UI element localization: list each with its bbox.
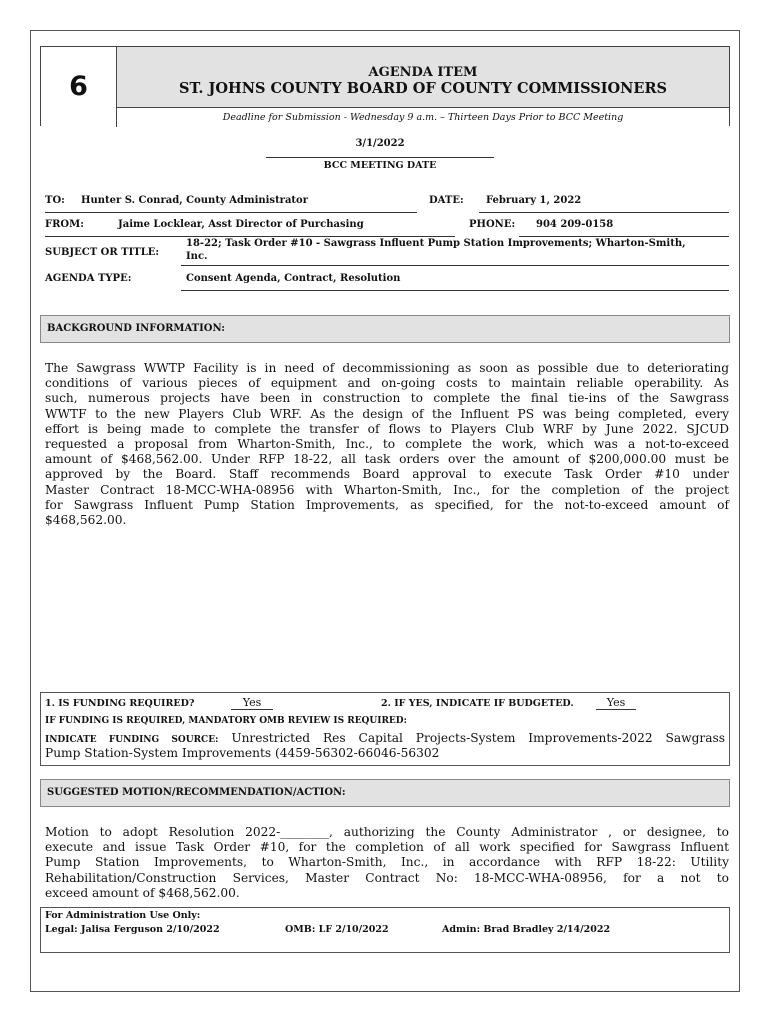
- meeting-date-line: [266, 157, 494, 158]
- background-line: conditions of various pieces of equipment and on-going costs to maintain reliable operability. As: [45, 376, 729, 391]
- funding-source-value: Unrestricted Res Capital Projects-System Improvements-2022 Sawgrass: [231, 731, 725, 745]
- to-value: Hunter S. Conrad, County Administrator: [81, 195, 308, 206]
- admin-heading: For Administration Use Only:: [45, 910, 201, 921]
- phone-label: PHONE:: [469, 219, 516, 230]
- funding-box: [40, 692, 730, 766]
- agenda-item-number: 6: [41, 47, 117, 127]
- meeting-date-label: BCC MEETING DATE: [323, 160, 437, 171]
- date-label: DATE:: [429, 195, 464, 206]
- omb-review-note: IF FUNDING IS REQUIRED, MANDATORY OMB REVIEW IS REQUIRED:: [45, 716, 407, 726]
- budgeted-label: 2. IF YES, INDICATE IF BUDGETED.: [381, 698, 574, 709]
- agenda-type-value: Consent Agenda, Contract, Resolution: [186, 273, 401, 284]
- funding-source-line-2: Pump Station-System Improvements (4459-56302-66046-56302: [45, 746, 440, 760]
- funding-source-label: INDICATE FUNDING SOURCE:: [45, 735, 219, 745]
- date-line: [479, 212, 729, 213]
- motion-line: execute and issue Task Order #10, for the completion of all work specified for Sawgrass Influent: [45, 840, 729, 855]
- legal-signoff: Legal: Jalisa Ferguson 2/10/2022: [45, 924, 220, 935]
- background-line: effort is being made to complete the transfer of flows to Players Club WRF by June 2022. SJCUD: [45, 421, 729, 436]
- date-value: February 1, 2022: [486, 195, 582, 206]
- background-line: such, numerous projects have been in construction to complete the final tie-ins of the Sawgrass: [45, 391, 729, 406]
- meeting-date: 3/1/2022: [355, 138, 405, 149]
- motion-text: [45, 825, 729, 901]
- motion-heading: SUGGESTED MOTION/RECOMMENDATION/ACTION:: [40, 779, 730, 807]
- from-label: FROM:: [45, 219, 84, 230]
- funding-required-value: Yes: [231, 696, 273, 710]
- background-line: WWTF to the new Players Club WRF. As the design of the Influent PS was being completed, every: [45, 406, 729, 421]
- background-line: Master Contract 18-MCC-WHA-08956 with Wharton-Smith, Inc., for the completion of the project: [45, 482, 729, 497]
- subject-line: [181, 265, 729, 266]
- agenda-item-page: [30, 30, 740, 992]
- motion-line: Motion to adopt Resolution 2022-________, authorizing the County Administrator , or designee, to: [45, 825, 729, 839]
- background-line: amount of $468,562.00. Under RFP 18-22, all task orders over the amount of $200,000.00 must be: [45, 452, 729, 467]
- background-heading: BACKGROUND INFORMATION:: [40, 315, 730, 343]
- agenda-item-heading: AGENDA ITEM: [368, 65, 478, 80]
- phone-value: 904 209-0158: [536, 219, 614, 230]
- subject-line-1: 18-22; Task Order #10 - Sawgrass Influent Pump Station Improvements; Wharton-Smith,: [186, 238, 686, 249]
- background-line: The Sawgrass WWTP Facility is in need of decommissioning as soon as possible due to deteriorating: [45, 361, 729, 375]
- motion-line: Pump Station Improvements, to Wharton-Smith, Inc., in accordance with RFP 18-22: Utility: [45, 855, 729, 870]
- agenda-type-line: [181, 290, 729, 291]
- admin-box: [40, 907, 730, 953]
- funding-required-label: 1. IS FUNDING REQUIRED?: [45, 698, 195, 709]
- background-line: requested a proposal from Wharton-Smith, Inc., to complete the work, which was a not-to-exceed: [45, 437, 729, 452]
- motion-line: exceed amount of $468,562.00.: [45, 885, 240, 900]
- agenda-type-label: AGENDA TYPE:: [45, 273, 132, 284]
- from-value: Jaime Locklear, Asst Director of Purchasing: [118, 219, 364, 230]
- admin-signoff: Admin: Brad Bradley 2/14/2022: [442, 924, 611, 935]
- subject-label: SUBJECT OR TITLE:: [45, 247, 160, 258]
- background-line: $468,562.00.: [45, 513, 127, 528]
- subject-line-2: Inc.: [186, 251, 208, 262]
- omb-signoff: OMB: LF 2/10/2022: [285, 924, 389, 935]
- background-text: [45, 361, 729, 528]
- background-line: approved by the Board. Staff recommends Board approval to execute Task Order #10 under: [45, 467, 729, 482]
- to-line: [45, 212, 417, 213]
- to-label: TO:: [45, 195, 65, 206]
- submission-deadline: Deadline for Submission - Wednesday 9 a.m. – Thirteen Days Prior to BCC Meeting: [117, 107, 729, 128]
- budgeted-value: Yes: [596, 696, 636, 710]
- phone-line: [519, 236, 729, 237]
- motion-line: Rehabilitation/Construction Services, Master Contract No: 18-MCC-WHA-08956, for a not to: [45, 870, 729, 885]
- board-title: ST. JOHNS COUNTY BOARD OF COUNTY COMMISSIONERS: [179, 80, 667, 97]
- background-line: for Sawgrass Influent Pump Station Improvements, as specified, for the not-to-exceed amount of: [45, 497, 729, 512]
- from-line: [45, 236, 455, 237]
- agenda-header: [40, 46, 730, 126]
